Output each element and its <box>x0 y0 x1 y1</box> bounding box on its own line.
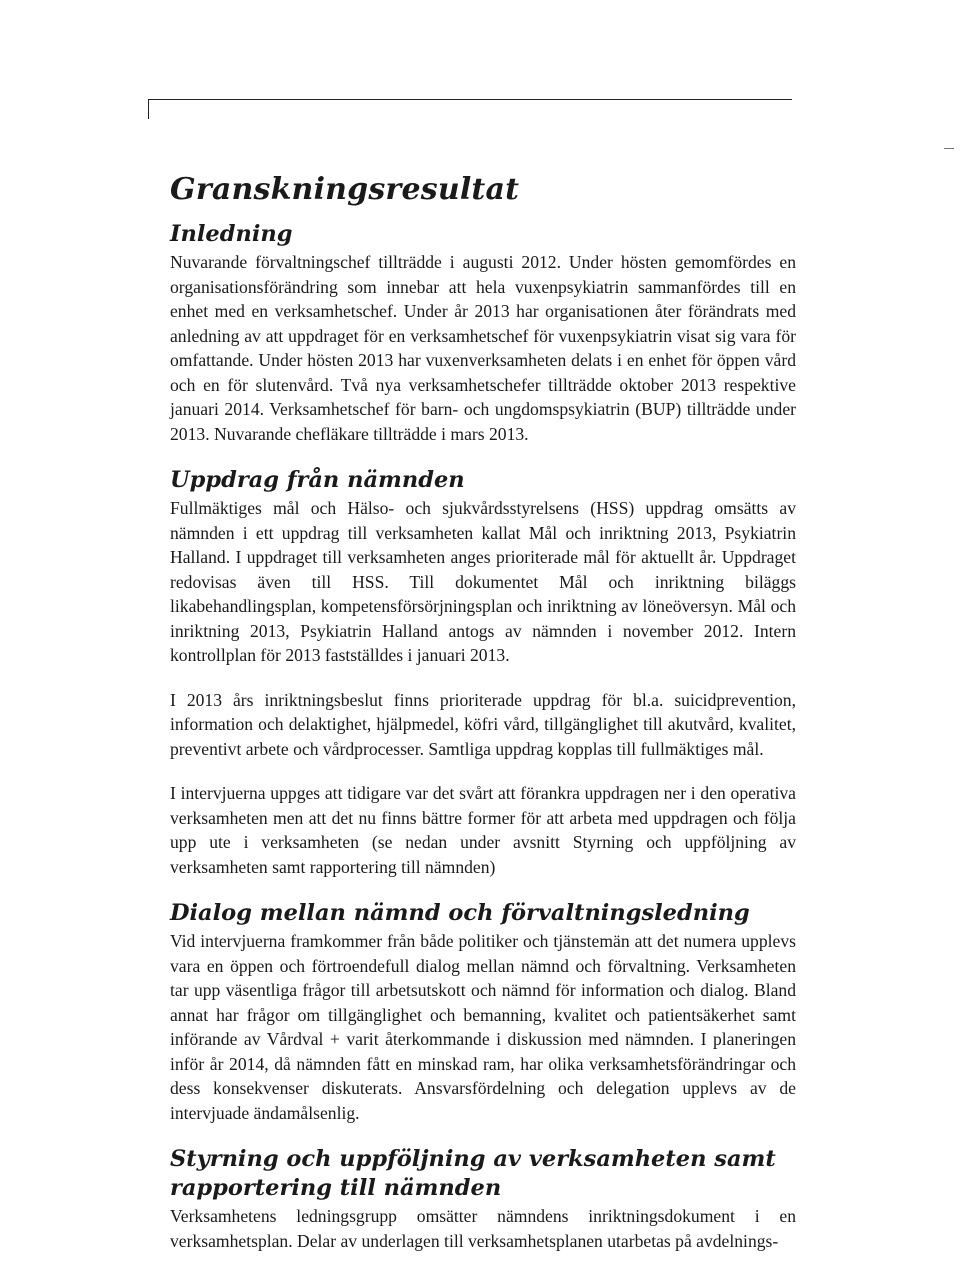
paragraph: Nuvarande förvaltningschef tillträdde i augusti 2012. Under hösten gemomfördes en organisationsförändring som innebar att hela vuxenpsykiatrin sammanfördes till en enhet med en verksamhetschef. Under år 2013 har organisationen åter förändrats med anledning av att uppdraget för en verksamhetschef för vuxenpsykiatrin visat sig vara för omfattande. Under hösten 2013 har vuxenverksamheten delats i en enhet för öppen vård och en för slutenvård. Två nya verksamhetschefer tillträdde oktober 2013 respektive januari 2014. Verksamhetschef för barn- och ungdomspsykiatrin (BUP) tillträdde under 2013. Nuvarande chefläkare tillträdde i mars 2013. <box>170 252 796 444</box>
document-body <box>170 170 796 1273</box>
section-heading: Inledning <box>170 221 293 247</box>
paragraph: Vid intervjuerna framkommer från både politiker och tjänstemän att det numera upplevs vara en öppen och förtroendefull dialog mellan nämnd och förvaltning. Verksamheten tar upp väsentliga frågor till arbetsutskott och nämnd för information och dialog. Bland annat har frågor om tillgänglighet och bemanning, kvalitet och patientsäkerhet samt införande av Vårdval + varit återkommande i diskussion med nämnden. I planeringen inför år 2014, då nämnden fått en minskad ram, har olika verksamhetsförändringar och dess konsekvenser diskuterats. Ansvarsfördelning och delegation upplevs av de intervjuade ändamålsenlig. <box>170 931 796 1123</box>
section-inledning <box>170 220 796 446</box>
paragraph: I intervjuerna uppges att tidigare var det svårt att förankra uppdragen ner i den operativa verksamheten men att det nu finns bättre former för att arbeta med uppdragen och följa upp ute i verksamheten (se nedan under avsnitt Styrning och uppföljning av verksamheten samt rapportering till nämnden) <box>170 783 796 877</box>
section-styrning <box>170 1145 796 1253</box>
section-heading: Uppdrag från nämnden <box>170 467 465 493</box>
section-heading: Dialog mellan nämnd och förvaltningsledning <box>170 900 750 926</box>
paragraph-gap <box>170 761 796 781</box>
paragraph: Verksamhetens ledningsgrupp omsätter nämndens inriktningsdokument i en verksamhetsplan. Delar av underlagen till verksamhetsplanen utarbetas på avdelnings- <box>170 1206 796 1251</box>
section-uppdrag <box>170 466 796 879</box>
margin-mark <box>944 148 954 149</box>
paragraph-gap <box>170 668 796 688</box>
header-rule <box>148 99 792 100</box>
paragraph: Fullmäktiges mål och Hälso- och sjukvårdsstyrelsens (HSS) uppdrag omsätts av nämnden i ett uppdrag till verksamheten kallat Mål och inriktning 2013, Psykiatrin Halland. I uppdraget till verksamheten anges prioriterade mål för aktuellt år. Uppdraget redovisas även till HSS. Till dokumentet Mål och inriktning biläggs likabehandlingsplan, kompetensförsörjningsplan och inriktning av löneöversyn. Mål och inriktning 2013, Psykiatrin Halland antogs av nämnden i november 2012. Intern kontrollplan för 2013 fastställdes i januari 2013. <box>170 498 796 665</box>
paragraph: I 2013 års inriktningsbeslut finns prioriterade uppdrag för bl.a. suicidprevention, information och delaktighet, hjälpmedel, köfri vård, tillgänglighet till akutvård, kvalitet, preventivt arbete och vårdprocesser. Samtliga uppdrag kopplas till fullmäktiges mål. <box>170 689 796 759</box>
document-title: Granskningsresultat <box>170 172 520 207</box>
section-heading: Styrning och uppföljning av verksamheten samt rapportering till nämnden <box>170 1146 776 1201</box>
section-dialog <box>170 899 796 1125</box>
header-corner-tick <box>148 99 149 119</box>
